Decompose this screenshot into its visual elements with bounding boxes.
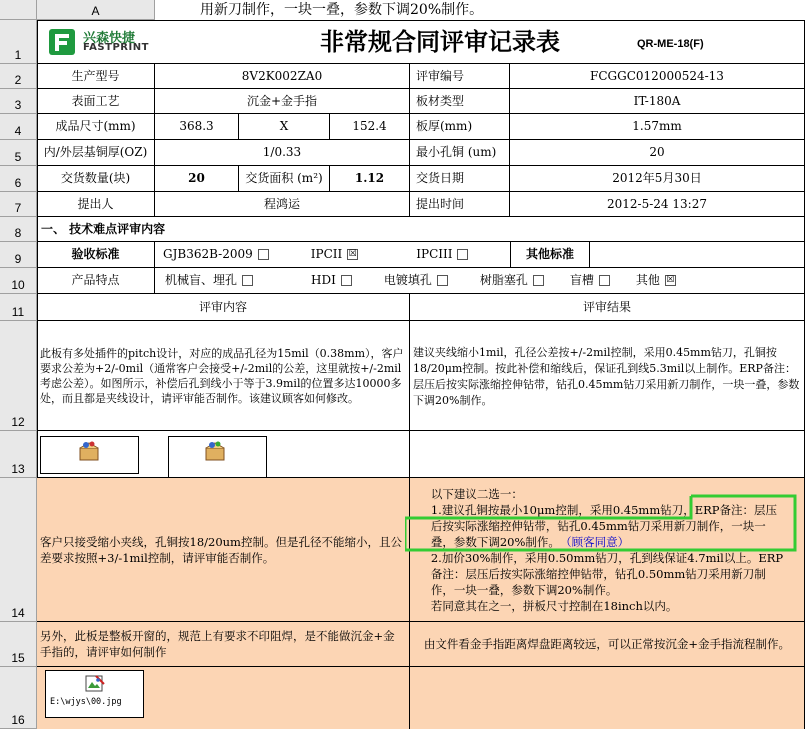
review-content-header[interactable]: 评审内容 <box>37 294 410 321</box>
row13-result-cell[interactable] <box>410 431 805 478</box>
row-header-5[interactable]: 5 <box>0 140 37 166</box>
surface-label[interactable]: 表面工艺 <box>37 89 155 114</box>
row15-result-text: 由文件看金手指距离焊盘距离较远，可以正常按沉金+金手指流程制作。 <box>423 637 791 651</box>
review-result-header[interactable]: 评审结果 <box>410 294 805 321</box>
ipc2-label: IPCII <box>310 247 343 261</box>
acceptance-label[interactable]: 验收标准 <box>37 242 155 268</box>
model-value[interactable]: 8V2K002ZA0 <box>155 64 410 89</box>
customer-agreed-note: （顾客同意） <box>565 535 630 549</box>
row-header-8[interactable]: 8 <box>0 217 37 242</box>
image-file-icon <box>84 674 106 694</box>
review-no-label[interactable]: 评审编号 <box>410 64 510 89</box>
company-logo <box>47 27 187 57</box>
row-header-12[interactable]: 12 <box>0 321 37 431</box>
feature-blind-buried-checkbox[interactable] <box>242 275 253 286</box>
row-header-9[interactable]: 9 <box>0 242 37 268</box>
column-header-corner[interactable] <box>0 0 37 20</box>
row-header-2[interactable]: 2 <box>0 64 37 89</box>
row-header-4[interactable]: 4 <box>0 114 37 140</box>
package-icon <box>77 440 101 462</box>
size-label[interactable]: 成品尺寸(mm) <box>37 114 155 140</box>
row-header-7[interactable]: 7 <box>0 192 37 217</box>
feature-blind-slot-label: 盲槽 <box>569 273 594 287</box>
model-label[interactable]: 生产型号 <box>37 64 155 89</box>
section-title[interactable]: 一、 技术难点评审内容 <box>37 217 805 242</box>
size-height[interactable]: 152.4 <box>330 114 410 140</box>
row14-result-line1: 以下建议二选一： <box>430 487 523 501</box>
other-standard-label[interactable]: 其他标准 <box>510 242 590 268</box>
gjb-label: GJB362B-2009 <box>163 247 253 261</box>
ipc3-label: IPCIII <box>416 247 453 261</box>
row12-result-text: 建议夹线缩小1mil，孔径公差按+/-2mil控制，采用0.45mm钻刀，孔铜按18/20μm控制。按此补偿和缩线后，保证孔到线5.3mil以上制作。ERP备注：层压后按实际涨缩控伸钻带，钻孔0.45mm钻刀采用新刀制作，一块一叠，参数下调20%制作。 <box>413 346 800 407</box>
row14-result-line8: 若同意其在之一，拼板尺寸控制在18inch以内。 <box>430 599 678 613</box>
board-label[interactable]: 板材类型 <box>410 89 510 114</box>
row12-result-cell[interactable] <box>410 321 805 431</box>
row14-result-line6: 备注：层压后按实际涨缩控伸钻带，钻孔0.50mm钻刀采用新刀制 <box>430 567 766 581</box>
proposer-label[interactable]: 提出人 <box>37 192 155 217</box>
feature-hdi-label: HDI <box>311 273 336 287</box>
copper-value[interactable]: 1/0.33 <box>155 140 410 166</box>
package-icon <box>203 440 227 462</box>
row14-content-cell[interactable] <box>37 478 410 622</box>
feature-resin-plug-label: 树脂塞孔 <box>479 273 528 287</box>
proposer-value[interactable]: 程鸿运 <box>155 192 410 217</box>
form-title: 非常规合同评审记录表 <box>320 28 560 56</box>
delivery-date-label[interactable]: 交货日期 <box>410 166 510 192</box>
feature-blind-buried-label: 机械盲、埋孔 <box>165 273 238 287</box>
row15-content-cell[interactable] <box>37 622 410 667</box>
embedded-image-2[interactable] <box>168 436 267 478</box>
feature-resin-plug-checkbox[interactable] <box>533 275 544 286</box>
features-label[interactable]: 产品特点 <box>37 268 155 294</box>
row14-result-line3: 后按实际涨缩控伸钻带，钻孔0.45mm钻刀采用新刀制作，一块一 <box>430 519 766 533</box>
ipc2-checkbox[interactable]: ☒ <box>348 249 357 259</box>
row-header-16[interactable]: 16 <box>0 667 37 729</box>
row-header-11[interactable]: 11 <box>0 294 37 321</box>
surface-value[interactable]: 沉金+金手指 <box>155 89 410 114</box>
copper-label[interactable]: 内/外层基铜厚(OZ) <box>37 140 155 166</box>
area-value[interactable]: 1.12 <box>330 166 410 192</box>
qty-value[interactable]: 20 <box>155 166 239 192</box>
row12-content-text: 此板有多处插件的pitch设计，对应的成品孔径为15mil（0.38mm），客户要求公差为+2/-0mil（通常客户会接受+/-2mil的公差，这里就按+/-2mil考虑公差）。如图所示，补偿后孔到线小于等于3.9mil的位置多达10000多处，而且都是夹线设计，请评审能否制作。该建议顾客如何修改。 <box>40 346 404 405</box>
feature-hdi-checkbox[interactable] <box>341 275 352 286</box>
hole-copper-value[interactable]: 20 <box>510 140 805 166</box>
area-label[interactable]: 交货面积 (m²) <box>239 166 330 192</box>
row-header-14[interactable]: 14 <box>0 478 37 622</box>
size-x[interactable]: X <box>239 114 330 140</box>
row15-content-text: 另外，此板是整板开窗的，规范上有要求不印阻焊，是不能做沉金+金手指的，请评审如何制作 <box>40 629 395 659</box>
other-standard-value[interactable] <box>590 242 805 268</box>
feature-other-label: 其他 <box>635 273 660 287</box>
row-header-13[interactable]: 13 <box>0 431 37 478</box>
row14-result-line4a: 叠，参数下调20%制作。 <box>430 535 560 549</box>
embedded-image-1[interactable] <box>40 436 139 474</box>
row14-result-line5: 2.加价30%制作，采用0.50mm钻刀，孔到线保证4.7mil以上。ERP <box>430 551 784 565</box>
document-code: QR-ME-18(F) <box>637 38 704 50</box>
features-options <box>155 268 805 294</box>
board-value[interactable]: IT-180A <box>510 89 805 114</box>
row-header-10[interactable]: 10 <box>0 268 37 294</box>
row-header-6[interactable]: 6 <box>0 166 37 192</box>
propose-time-label[interactable]: 提出时间 <box>410 192 510 217</box>
feature-other-checkbox[interactable]: ☒ <box>666 275 675 285</box>
review-no-value[interactable]: FCGGC012000524-13 <box>510 64 805 89</box>
row-header-15[interactable]: 15 <box>0 622 37 667</box>
row-header-1[interactable]: 1 <box>0 20 37 64</box>
logo-en-text: FASTPRINT <box>83 42 149 53</box>
feature-plating-fill-checkbox[interactable] <box>437 275 448 286</box>
row-header-3[interactable]: 3 <box>0 89 37 114</box>
ipc3-checkbox[interactable] <box>457 249 468 260</box>
propose-time-value[interactable]: 2012-5-24 13:27 <box>510 192 805 217</box>
feature-plating-fill-label: 电镀填孔 <box>383 273 432 287</box>
row12-content-cell[interactable] <box>37 321 410 431</box>
row16-result-cell[interactable] <box>410 667 805 729</box>
acceptance-options <box>155 242 510 268</box>
delivery-date-value[interactable]: 2012年5月30日 <box>510 166 805 192</box>
row14-result-line2: 1.建议孔铜按最小10μm控制，采用0.45mm钻刀，ERP备注：层压 <box>430 503 778 517</box>
feature-blind-slot-checkbox[interactable] <box>599 275 610 286</box>
row14-content-text: 客户只接受缩小夹线，孔铜按18/20um控制。但是孔径不能缩小，且公差要求按照+3/-1mil控制，请评审能否制作。 <box>40 534 402 565</box>
hole-copper-label[interactable]: 最小孔铜 (um) <box>410 140 510 166</box>
highlight-annotation <box>405 490 805 560</box>
attachment-path: E:\wjys\00.jpg <box>50 697 122 707</box>
row15-result-cell[interactable] <box>410 622 805 667</box>
top-overflow-text: 用新刀制作，一块一叠，参数下调20%制作。 <box>200 2 484 18</box>
thickness-label[interactable]: 板厚(mm) <box>410 114 510 140</box>
column-header-a[interactable]: A <box>37 0 155 20</box>
thickness-value[interactable]: 1.57mm <box>510 114 805 140</box>
attachment-image[interactable] <box>45 670 144 718</box>
qty-label[interactable]: 交货数量(块) <box>37 166 155 192</box>
size-width[interactable]: 368.3 <box>155 114 239 140</box>
gjb-checkbox[interactable] <box>258 249 269 260</box>
fastprint-logo-icon <box>47 27 77 57</box>
logo-cn-text: 兴森快捷 <box>83 31 136 46</box>
row14-result-line7: 作，一块一叠，参数下调20%制作。 <box>430 583 618 597</box>
